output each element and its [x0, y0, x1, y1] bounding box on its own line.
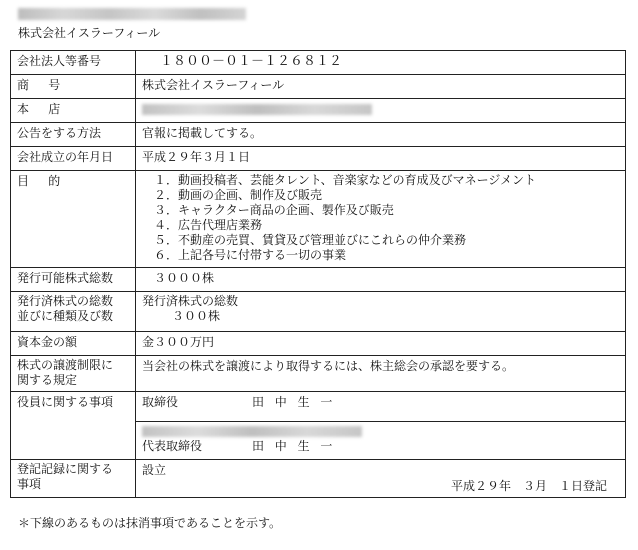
issued-shares-line1: 発行済株式の総数 — [142, 294, 239, 308]
row-capital — [11, 332, 626, 356]
label-transfer-line2: 関する規定 — [17, 373, 78, 387]
purpose-item: ４．広告代理店業務 — [154, 218, 263, 232]
value-established: 平成２９年３月１日 — [136, 147, 626, 171]
value-purpose — [136, 171, 626, 268]
label-issued-shares-line2: 並びに種類及び数 — [17, 309, 114, 323]
representative-entry — [142, 439, 619, 454]
redacted-rep-address — [142, 424, 619, 439]
row-transfer-restriction — [11, 356, 626, 392]
redacted-address — [18, 8, 246, 20]
label-officers: 役員に関する事項 — [11, 392, 136, 460]
row-officers-director — [11, 392, 626, 422]
rep-role: 代表取締役 — [142, 439, 203, 453]
purpose-item: ５．不動産の売買、賃貸及び管理並びにこれらの仲介業務 — [154, 233, 467, 247]
row-purpose — [11, 171, 626, 268]
registry-table — [10, 50, 626, 498]
value-capital: 金３００万円 — [136, 332, 626, 356]
label-authorized-shares: 発行可能株式総数 — [11, 268, 136, 292]
value-issued-shares — [136, 292, 626, 332]
value-trade-name: 株式会社イスラーフィール — [136, 75, 626, 99]
row-corp-number — [11, 51, 626, 75]
value-head-office — [136, 99, 626, 123]
label-established: 会社成立の年月日 — [11, 147, 136, 171]
issued-shares-line2: ３００株 — [172, 309, 221, 323]
value-registration — [136, 460, 626, 498]
value-authorized-shares: ３０００株 — [136, 268, 626, 292]
row-registration — [11, 460, 626, 498]
registration-date: 平成２９年 ３月 １日登記 — [450, 479, 607, 493]
purpose-item: ３．キャラクター商品の企画、製作及び販売 — [154, 203, 394, 217]
rep-name: 田中生一 — [252, 439, 344, 453]
label-capital: 資本金の額 — [11, 332, 136, 356]
label-registration-line2: 事項 — [17, 477, 42, 491]
label-corp-number: 会社法人等番号 — [11, 51, 136, 75]
row-issued-shares — [11, 292, 626, 332]
director-name: 田中生一 — [252, 395, 344, 409]
row-established — [11, 147, 626, 171]
registration-value: 設立 — [142, 463, 167, 477]
label-transfer-line1: 株式の譲渡制限に — [17, 358, 114, 372]
row-trade-name — [11, 75, 626, 99]
redacted-rep-address-box — [142, 426, 362, 437]
corp-number-text: １８００－０１－１２６８１２ — [160, 54, 343, 69]
label-issued-shares — [11, 292, 136, 332]
row-public-notice — [11, 123, 626, 147]
document-header — [18, 8, 246, 41]
value-director — [136, 392, 626, 422]
label-public-notice: 公告をする方法 — [11, 123, 136, 147]
header-company-name: 株式会社イスラーフィール — [18, 26, 161, 40]
row-authorized-shares — [11, 268, 626, 292]
purpose-item: １．動画投稿者、芸能タレント、音楽家などの育成及びマネージメント — [154, 173, 537, 187]
purpose-item: ６．上記各号に付帯する一切の事業 — [154, 248, 347, 262]
label-registration-line1: 登記記録に関する — [17, 462, 114, 476]
label-registration — [11, 460, 136, 498]
value-representative — [136, 422, 626, 460]
value-corp-number — [136, 51, 626, 75]
director-entry — [142, 394, 619, 411]
label-purpose: 目 的 — [11, 171, 136, 268]
redacted-head-office — [142, 104, 372, 115]
value-public-notice: 官報に掲載してする。 — [136, 123, 626, 147]
row-head-office — [11, 99, 626, 123]
label-head-office: 本 店 — [11, 99, 136, 123]
label-transfer-restriction — [11, 356, 136, 392]
footnote: ＊下線のあるものは抹消事項であることを示す。 — [18, 516, 282, 530]
purpose-item: ２．動画の企画、制作及び販売 — [154, 188, 323, 202]
value-transfer-restriction: 当会社の株式を譲渡により取得するには、株主総会の承認を要する。 — [136, 356, 626, 392]
label-issued-shares-line1: 発行済株式の総数 — [17, 294, 114, 308]
label-trade-name: 商 号 — [11, 75, 136, 99]
director-role: 取締役 — [142, 395, 179, 409]
